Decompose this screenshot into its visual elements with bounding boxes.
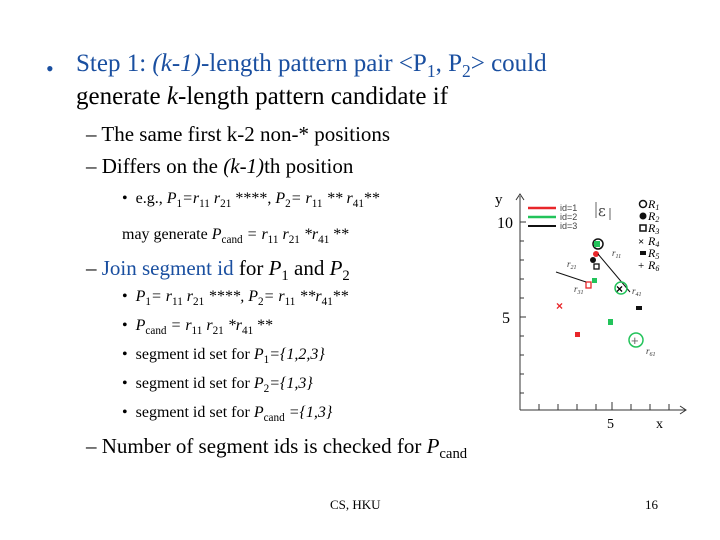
condition-same-first-text: The same first k-2 non-* positions: [101, 122, 391, 146]
dash: –: [86, 122, 102, 146]
lbl-r61: $r_{61}$: [646, 346, 656, 358]
ji3-p: P: [253, 346, 264, 363]
r3-label: R3: [648, 221, 660, 236]
ex-stars4: ****,: [231, 190, 276, 207]
step-sub2: 2: [461, 61, 471, 81]
data-points: [556, 239, 643, 348]
ex-eq: = r: [242, 226, 268, 243]
ji1-b: = r: [150, 288, 173, 305]
y-axis-label: y: [495, 192, 503, 208]
ex-pcand: P: [211, 226, 222, 243]
r-legend: [638, 197, 659, 273]
join-item-2: [122, 317, 273, 337]
x-tick-5: 5: [607, 417, 614, 432]
step-line-1: [76, 50, 547, 82]
dot: •: [122, 190, 136, 207]
join-prefix: Join segment id: [101, 256, 239, 280]
ex-r21b: 21: [288, 234, 300, 247]
pt-sq-1: [594, 264, 599, 269]
y-ticks: [520, 222, 526, 393]
legend-id2: id=2: [560, 212, 578, 222]
join-for: for: [238, 256, 269, 280]
ex-pcand-sub: cand: [221, 234, 243, 247]
step-mid: -length pattern pair <P: [200, 50, 427, 77]
join-item-5: [122, 404, 332, 424]
ji1-a-sub: 1: [145, 296, 151, 309]
ji1-r11: 11: [172, 296, 183, 309]
dot: •: [122, 288, 136, 305]
ji2-d: *r: [223, 317, 242, 334]
ex-r41: 41: [352, 198, 364, 211]
join-s2: 2: [342, 268, 350, 285]
r1-marker: [640, 201, 647, 208]
ex-stars2a: ** r: [322, 190, 353, 207]
y-tick-10: 10: [497, 215, 513, 232]
example-line: [122, 190, 380, 210]
bullet-dot: •: [46, 56, 54, 81]
legend-id3: id=3: [560, 221, 578, 231]
number-check-line: [86, 434, 467, 463]
ji1-a: P: [135, 288, 146, 305]
number-check-text: Number of segment ids is checked for: [101, 434, 427, 458]
ex-r: r: [209, 190, 221, 207]
dash: –: [86, 154, 102, 178]
pt-r41-x: ×: [616, 282, 624, 296]
lbl-r41: $r_{41}$: [632, 286, 642, 298]
step-line-2: [76, 83, 448, 111]
number-check-p: P: [426, 434, 440, 458]
differs-term: (k-1): [223, 154, 265, 178]
ji2-r41: 41: [241, 325, 254, 338]
ex-p2-sub: 2: [285, 198, 291, 211]
epsilon-symbol: ε: [598, 202, 606, 220]
lbl-r11: $r_{11}$: [612, 248, 622, 260]
ex-r21: 21: [220, 198, 232, 211]
ex-r11: 11: [199, 198, 210, 211]
r6-label: R6: [648, 258, 660, 273]
step-prefix: Step 1:: [76, 50, 153, 77]
join-s1: 1: [281, 268, 289, 285]
ji1-p2sub: 2: [258, 296, 264, 309]
ex-r-b: r: [278, 226, 289, 243]
x-axis-label: x: [656, 417, 663, 432]
join-and: and: [288, 256, 330, 280]
ex-p2-eq: = r: [290, 190, 312, 207]
step-sub1: 1: [426, 61, 436, 81]
may-gen: may generate: [122, 226, 212, 243]
r3-marker: [640, 225, 646, 231]
ji1-d: ****, P: [204, 288, 258, 305]
ji3-sub: 1: [263, 354, 270, 367]
segment-diagram: [490, 188, 690, 438]
join-p2: P: [329, 256, 343, 280]
join-line: [86, 256, 350, 285]
step-line2-b: -length pattern candidate if: [178, 83, 449, 110]
lbl-r31: $r_{31}$: [574, 284, 584, 296]
ex-p1-sub: 1: [176, 198, 183, 211]
dot: •: [122, 317, 136, 334]
r1-label: R1: [648, 197, 660, 212]
pt-red-x: ×: [556, 299, 564, 313]
ex-p1: P: [166, 190, 177, 207]
r6-marker: +: [638, 260, 645, 272]
step-comma: , P: [435, 50, 462, 77]
footer-org: CS, HKU: [330, 497, 381, 512]
ji2-r21: 21: [212, 325, 224, 338]
legend-id1: id=1: [560, 203, 578, 213]
dash: –: [86, 256, 102, 280]
ex-r41b: 41: [318, 234, 330, 247]
join-item-4: [122, 375, 313, 395]
r5-marker: [640, 251, 646, 255]
ex-p1-eq: =r: [182, 190, 200, 207]
ji4-b: ={1,3}: [269, 375, 313, 392]
ji5-a: segment id set for: [135, 404, 254, 421]
example-may-generate: [122, 226, 349, 246]
ji3-b: ={1,2,3}: [269, 346, 325, 363]
ex-end-stars: **: [329, 226, 350, 243]
ji3-a: segment id set for: [135, 346, 254, 363]
ji1-f: **r: [295, 288, 322, 305]
step-line2-a: generate: [76, 83, 167, 110]
join-item-1: [122, 288, 349, 308]
ji1-e: = r: [263, 288, 285, 305]
ji5-p: P: [253, 404, 264, 421]
ex-r11c: 11: [267, 234, 279, 247]
ji2-sub: cand: [145, 325, 167, 338]
ji2-c: r: [202, 317, 213, 334]
r4-label: R4: [648, 234, 660, 249]
pt-green-2: [592, 278, 597, 283]
condition-differs: [86, 154, 353, 179]
ji2-r11: 11: [191, 325, 203, 338]
ji4-p: P: [253, 375, 264, 392]
pt-r31-red: [586, 282, 591, 288]
dot: •: [122, 346, 136, 363]
join-item-3: [122, 346, 325, 366]
page-number: 16: [645, 497, 658, 512]
differs-b: th position: [264, 154, 354, 178]
r4-marker: ×: [638, 236, 645, 248]
ex-r11b: 11: [311, 198, 323, 211]
ji2-e: **: [253, 317, 274, 334]
pt-black-1: [590, 257, 596, 263]
ji1-r41: 41: [321, 296, 333, 309]
link-r21: [556, 272, 586, 282]
differs-a: Differs on the: [101, 154, 224, 178]
step-line2-k: k: [166, 83, 179, 110]
ji1-r21: 21: [193, 296, 205, 309]
dash: –: [86, 434, 102, 458]
step-term: (k-1): [152, 50, 201, 77]
pt-red-sq: [575, 332, 580, 337]
pt-r61-plus: +: [631, 333, 639, 348]
pt-black-dash: [636, 306, 642, 310]
pt-green-3: [608, 319, 613, 325]
eg: e.g.,: [135, 190, 167, 207]
pt-r11-green: [594, 241, 600, 247]
condition-same-first: [86, 122, 390, 147]
link-r41: [598, 254, 630, 292]
ji1-g: **: [332, 288, 349, 305]
y-tick-5: 5: [502, 310, 510, 327]
ji1-c: r: [182, 288, 194, 305]
r2-marker: [640, 213, 647, 220]
x-ticks: [539, 402, 669, 410]
ji1-r11b: 11: [284, 296, 296, 309]
ji2-a: P: [135, 317, 146, 334]
dot: •: [122, 375, 136, 392]
dot: •: [122, 404, 136, 421]
ji4-sub: 2: [263, 383, 270, 396]
join-p1: P: [268, 256, 282, 280]
step-suffix: > could: [470, 50, 547, 77]
ji5-b: ={1,3}: [284, 404, 333, 421]
ex-star-r: *r: [299, 226, 319, 243]
r2-label: R2: [648, 209, 660, 224]
r5-label: R5: [648, 246, 660, 261]
ex-p2: P: [275, 190, 286, 207]
lbl-r21: $r_{21}$: [567, 259, 577, 271]
ex-stars2b: **: [363, 190, 380, 207]
ji5-sub: cand: [263, 412, 285, 425]
number-check-sub: cand: [439, 446, 468, 463]
ji4-a: segment id set for: [135, 375, 254, 392]
ji2-b: = r: [166, 317, 192, 334]
